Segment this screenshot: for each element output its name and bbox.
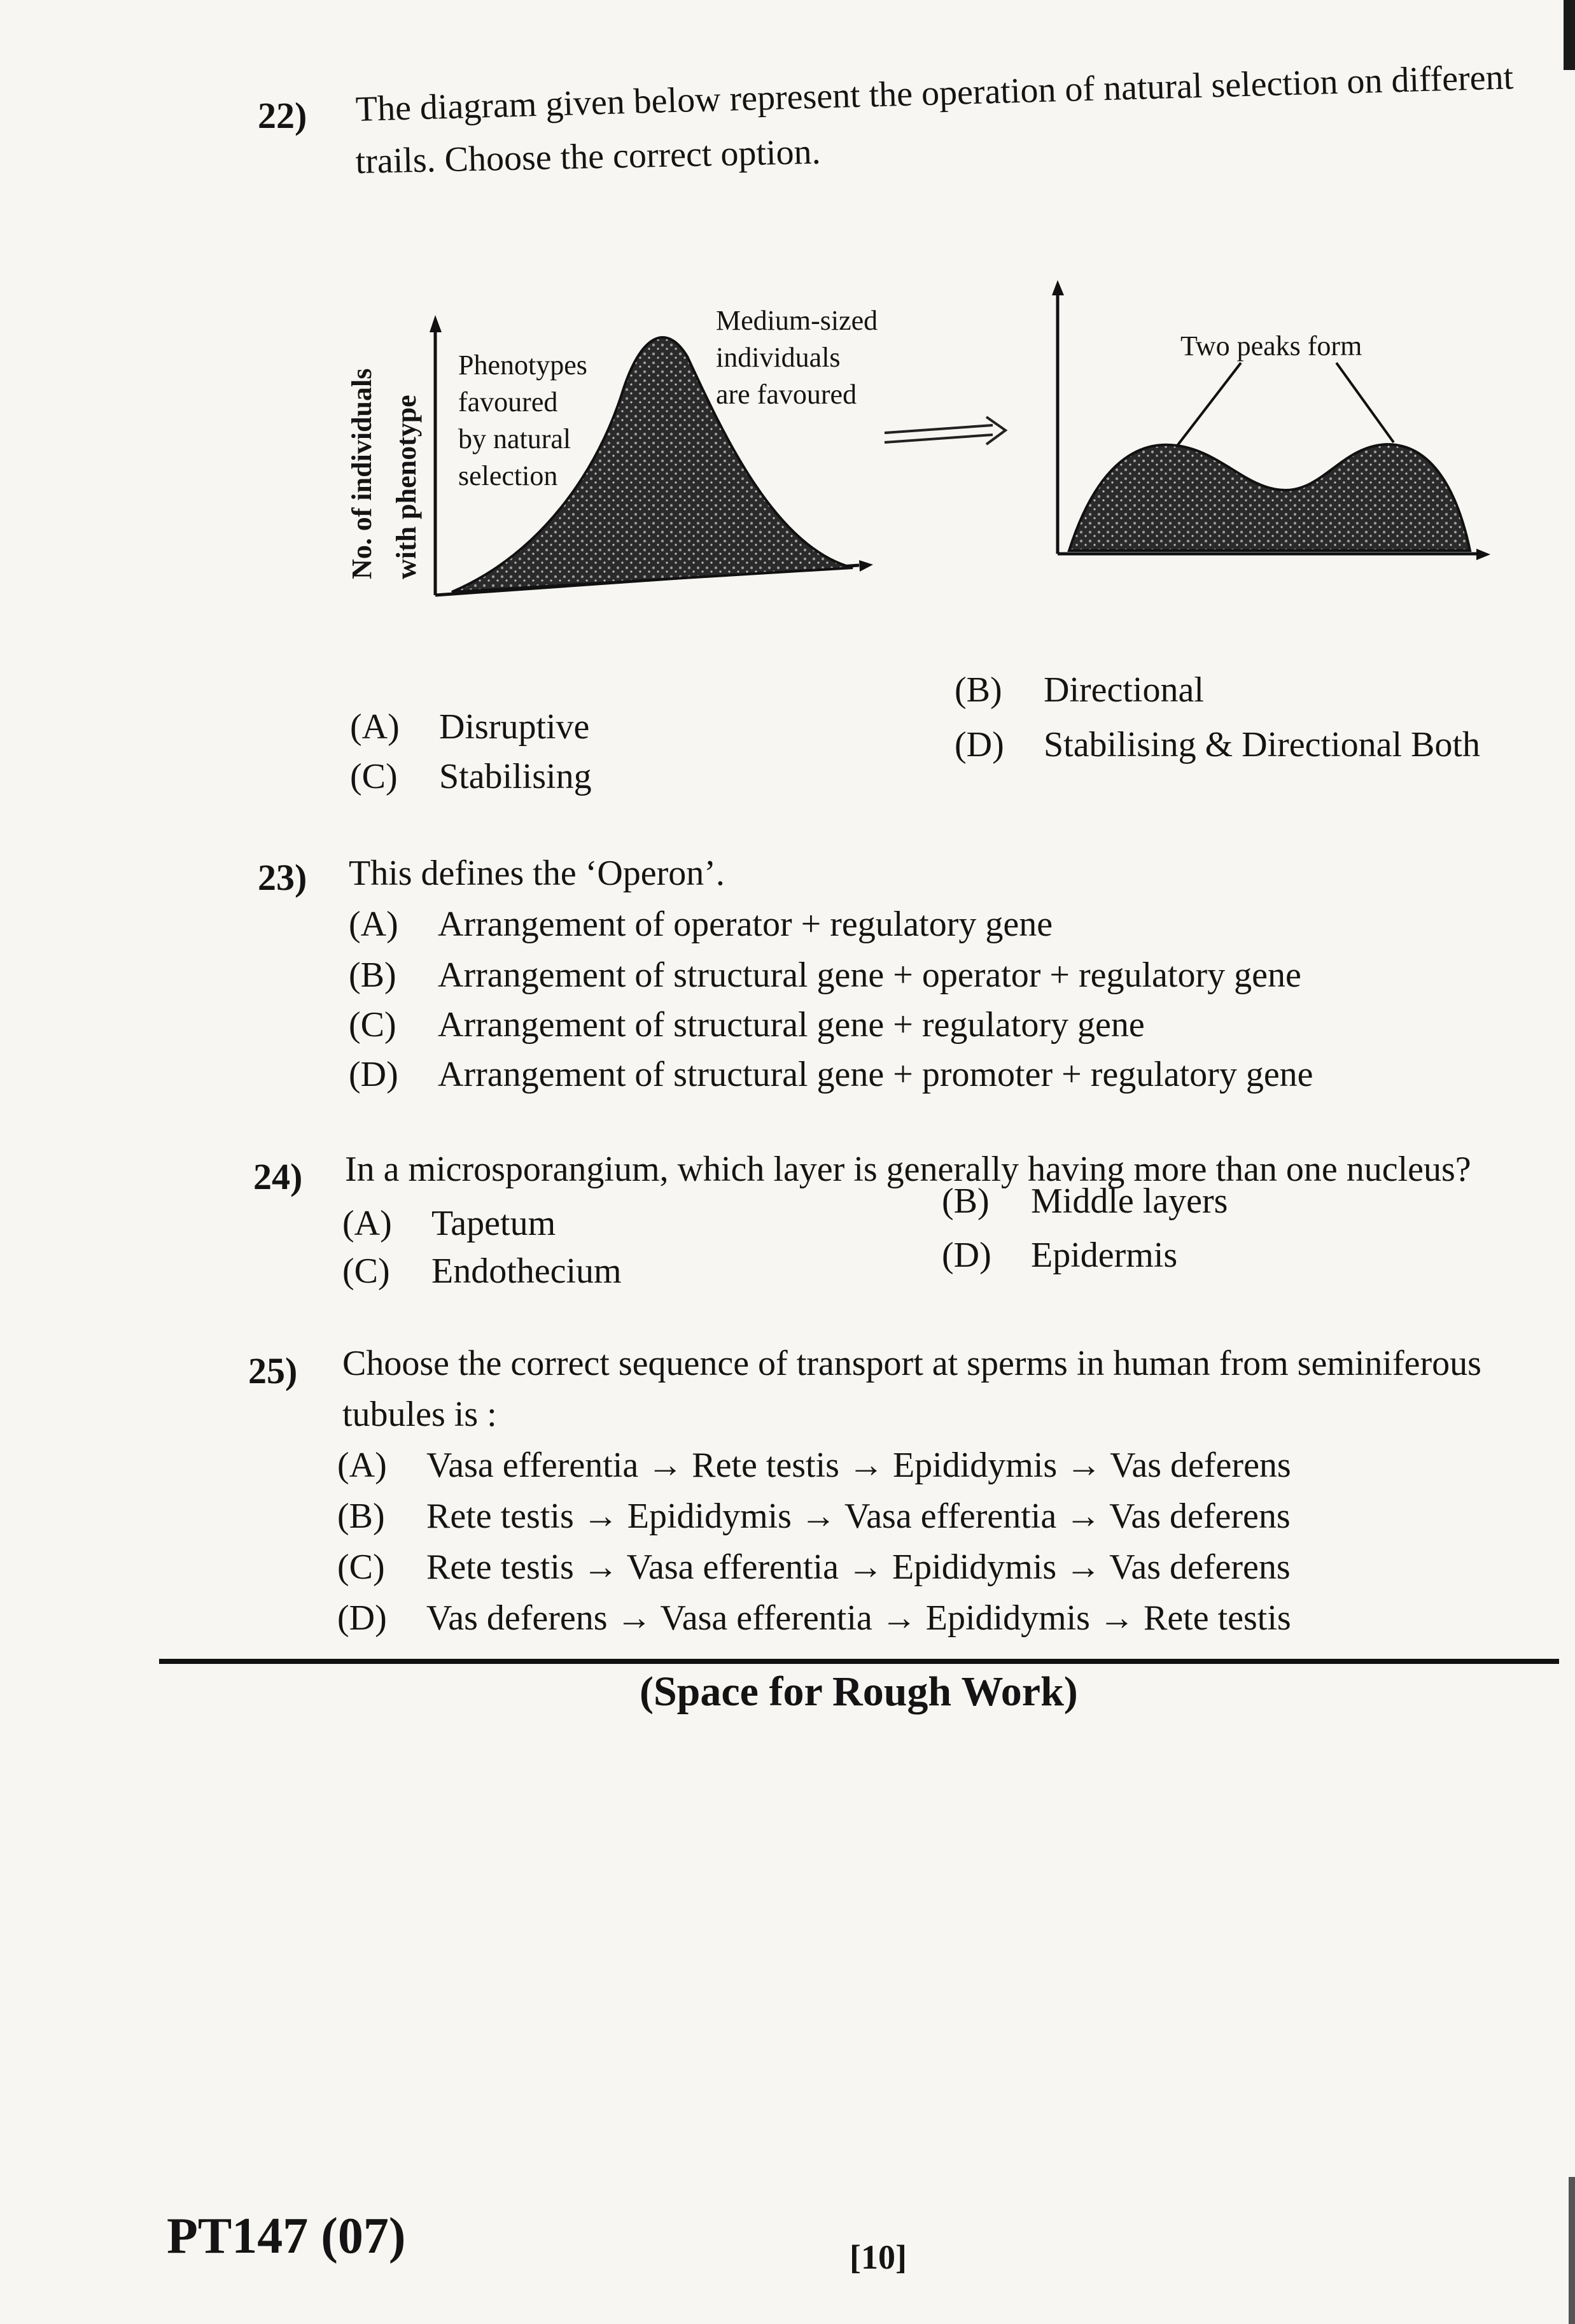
q25-question-line1: Choose the correct sequence of transport at sperms in human from seminiferous xyxy=(342,1344,1481,1383)
q25-option-b-label: (B) xyxy=(337,1497,385,1536)
q22-option-b-label: (B) xyxy=(955,670,1002,710)
peak-pointer-right xyxy=(1336,363,1394,442)
q24-option-d xyxy=(942,1235,1177,1276)
q24-option-a-text: Tapetum xyxy=(431,1204,556,1243)
q24-option-b-text: Middle layers xyxy=(1031,1181,1228,1221)
q25-option-b xyxy=(337,1496,1291,1537)
q23-option-d-label: (D) xyxy=(349,1055,398,1094)
q22-number: 22) xyxy=(258,95,307,136)
q24-option-a-label: (A) xyxy=(342,1204,392,1243)
q25-option-c-label: (C) xyxy=(337,1547,385,1587)
q25-option-b-text: Rete testis → Epididymis → Vasa efferentia → Vas deferens xyxy=(426,1497,1291,1536)
q25-option-c xyxy=(337,1547,1291,1588)
q25-option-d-text: Vas deferens → Vasa efferentia → Epididymis → Rete testis xyxy=(426,1598,1291,1638)
left-label-3: by natural xyxy=(458,423,571,454)
q23-option-a xyxy=(349,904,1053,945)
q22-option-c-text: Stabilising xyxy=(439,757,592,796)
q23-question: This defines the ‘Operon’. xyxy=(349,854,725,893)
q22-option-a-label: (A) xyxy=(350,707,400,747)
q23-number: 23) xyxy=(258,857,307,898)
q25-option-c-text: Rete testis → Vasa efferentia → Epididymis → Vas deferens xyxy=(426,1547,1291,1587)
rough-work-label: (Space for Rough Work) xyxy=(640,1668,1078,1715)
q24-option-d-text: Epidermis xyxy=(1031,1236,1178,1275)
natural-selection-diagram xyxy=(331,280,1540,611)
q25-option-a-text: Vasa efferentia → Rete testis → Epididymis → Vas deferens xyxy=(426,1446,1291,1485)
q24-question: In a microsporangium, which layer is generally having more than one nucleus? xyxy=(345,1150,1471,1189)
left-x-axis-arrow xyxy=(859,560,873,572)
q24-option-c xyxy=(342,1251,622,1292)
q24-option-d-label: (D) xyxy=(942,1236,991,1275)
q23-option-d-text: Arrangement of structural gene + promoter + regulatory gene xyxy=(438,1055,1313,1094)
q24-number: 24) xyxy=(253,1156,303,1197)
q22-option-d-text: Stabilising & Directional Both xyxy=(1044,725,1480,764)
top-label-2: individuals xyxy=(716,342,841,373)
q24-option-b-label: (B) xyxy=(942,1181,990,1221)
q25-option-d-label: (D) xyxy=(337,1598,387,1638)
top-label-3: are favoured xyxy=(716,379,857,410)
left-label-2: favoured xyxy=(458,386,558,418)
q22-option-a-text: Disruptive xyxy=(439,707,590,747)
q23-option-c xyxy=(349,1004,1145,1045)
q22-option-b-text: Directional xyxy=(1044,670,1204,710)
section-divider xyxy=(159,1659,1559,1664)
q23-option-a-text: Arrangement of operator + regulatory gene xyxy=(438,905,1053,944)
q23-option-b-text: Arrangement of structural gene + operator + regulatory gene xyxy=(438,955,1301,995)
q22-option-d-label: (D) xyxy=(955,725,1004,764)
y-axis-label-2: with phenotype xyxy=(391,395,422,579)
q22-option-a xyxy=(350,707,589,747)
q23-option-b xyxy=(349,955,1301,996)
q25-option-d xyxy=(337,1598,1291,1638)
q23-option-d xyxy=(349,1054,1313,1095)
page-number: [10] xyxy=(850,2238,907,2276)
left-y-axis-arrow xyxy=(430,315,442,332)
q24-option-c-label: (C) xyxy=(342,1251,390,1291)
left-label-4: selection xyxy=(458,460,558,491)
q25-option-a-label: (A) xyxy=(337,1446,387,1485)
q23-option-c-text: Arrangement of structural gene + regulatory gene xyxy=(438,1005,1145,1045)
transition-arrow xyxy=(885,417,1005,444)
scan-edge-bottom xyxy=(1569,2177,1575,2324)
right-x-axis-arrow xyxy=(1476,549,1490,560)
top-label-1: Medium-sized xyxy=(716,305,878,336)
q25-question-line2: tubules is : xyxy=(342,1395,497,1434)
y-axis-label-1: No. of individuals xyxy=(346,368,377,579)
q23-option-a-label: (A) xyxy=(349,905,398,944)
scan-edge-top xyxy=(1564,0,1575,70)
q24-option-a xyxy=(342,1203,556,1244)
q25-option-a xyxy=(337,1445,1291,1486)
left-label-1: Phenotypes xyxy=(458,349,587,381)
q24-option-b xyxy=(942,1181,1228,1222)
right-label: Two peaks form xyxy=(1180,330,1362,362)
q23-option-c-label: (C) xyxy=(349,1005,396,1045)
peak-pointer-left xyxy=(1177,363,1241,446)
q22-question-line1: The diagram given below represent the operation of natural selection on different xyxy=(355,57,1514,129)
bimodal-curve xyxy=(1069,444,1470,551)
paper-code: PT147 (07) xyxy=(167,2208,406,2264)
q22-question-line2: trails. Choose the correct option. xyxy=(355,132,822,181)
q22-option-c-label: (C) xyxy=(350,757,398,796)
right-y-axis-arrow xyxy=(1052,280,1064,295)
q22-option-d xyxy=(955,724,1480,765)
q23-option-b-label: (B) xyxy=(349,955,396,995)
q25-number: 25) xyxy=(248,1350,298,1391)
q24-option-c-text: Endothecium xyxy=(431,1251,622,1291)
q22-option-c xyxy=(350,756,592,797)
q22-option-b xyxy=(955,670,1204,710)
